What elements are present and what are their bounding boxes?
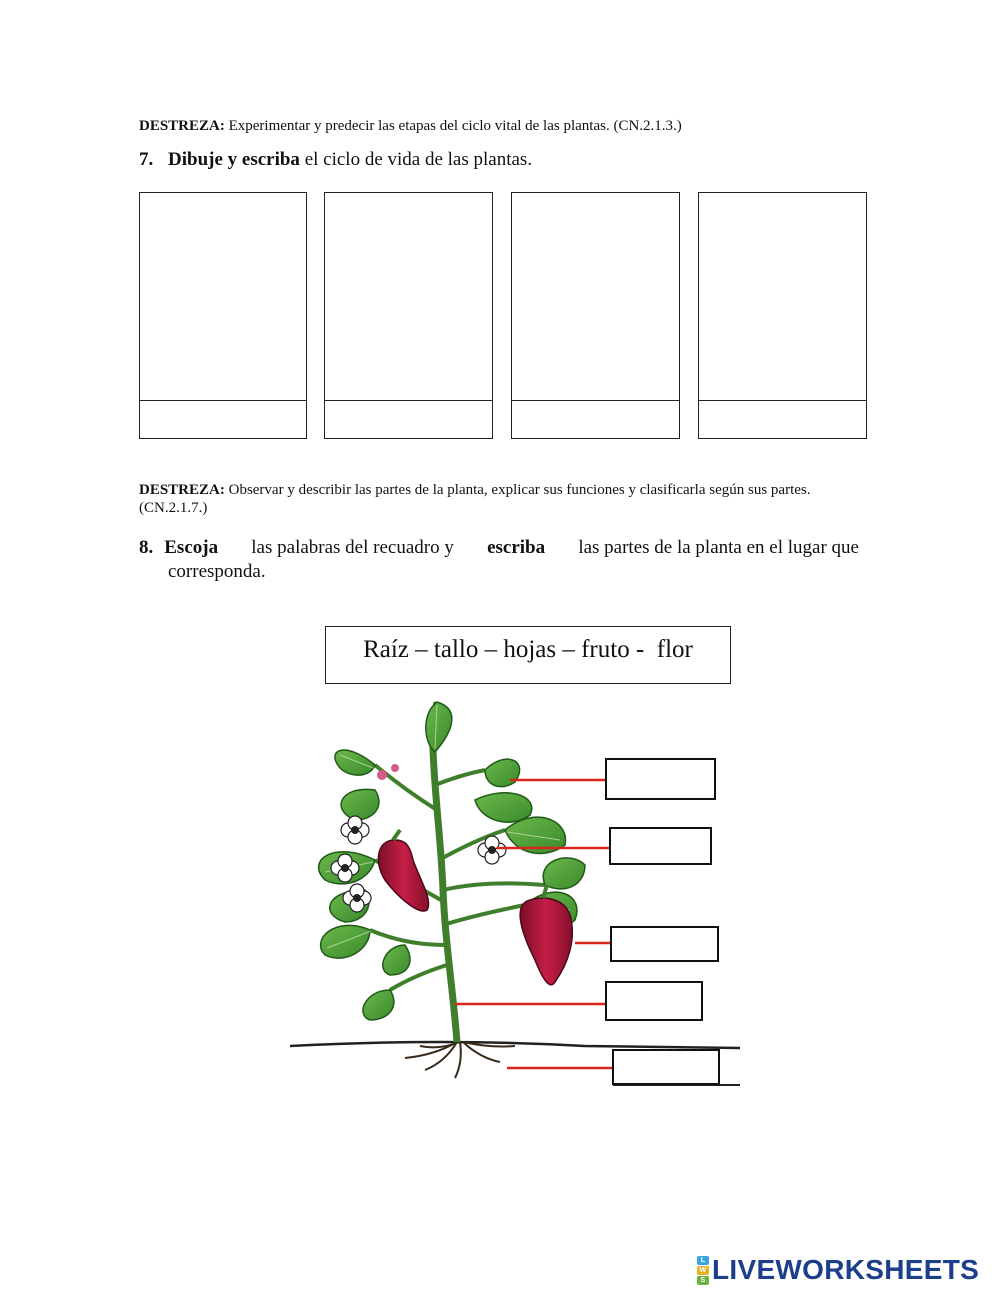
skill-code: (CN.2.1.7.) (139, 500, 208, 516)
ground-line (290, 1042, 740, 1048)
question-7 (139, 148, 879, 172)
drawing-box-4[interactable] (698, 192, 867, 439)
question-number: 7. (139, 149, 154, 170)
drawing-box-3[interactable] (511, 192, 680, 439)
label-field-4[interactable] (699, 400, 866, 438)
label-field-2[interactable] (325, 400, 492, 438)
answer-box-1[interactable] (605, 758, 716, 800)
main-stem (433, 702, 457, 1042)
skill-text: Observar y describir las partes de la planta, explicar sus funciones y clasificarla según sus partes. (224, 482, 811, 498)
logo-text: LIVEWORKSHEETS (712, 1254, 980, 1285)
answer-box-3[interactable] (610, 926, 719, 962)
question-text-1: las palabras del recuadro y (246, 537, 459, 558)
label-field-3[interactable] (512, 400, 679, 438)
skill-label: DESTREZA: (139, 118, 225, 134)
word-bank-box: Raíz – tallo – hojas – fruto - flor (325, 626, 731, 684)
drawing-box-2[interactable] (324, 192, 493, 439)
drawing-box-1[interactable] (139, 192, 307, 439)
question-number: 8. (139, 537, 154, 558)
question-bold-1: Escoja (164, 537, 219, 558)
question-text-3: corresponda. (168, 561, 266, 582)
skill-text: Experimentar y predecir las etapas del ciclo vital de las plantas. (CN.2.1.3.) (224, 118, 682, 134)
question-text-2: las partes de la planta en el lugar que (573, 537, 859, 558)
question-bold: Dibuje y escriba (168, 149, 300, 170)
question-8 (139, 536, 859, 584)
logo-icon: L W S (697, 1256, 709, 1285)
answer-box-4[interactable] (605, 981, 703, 1021)
skill-label: DESTREZA: (139, 482, 225, 498)
liveworksheets-logo[interactable] (697, 1254, 979, 1286)
roots (405, 1042, 515, 1078)
label-field-1[interactable] (140, 400, 306, 438)
plant-illustration (285, 690, 745, 1090)
question-bold-2: escriba (487, 537, 546, 558)
answer-box-5[interactable] (612, 1049, 720, 1085)
question-text: el ciclo de vida de las plantas. (299, 149, 533, 170)
skill-statement-1 (139, 117, 879, 135)
answer-box-2[interactable] (609, 827, 712, 865)
skill-statement-2 (139, 481, 869, 517)
